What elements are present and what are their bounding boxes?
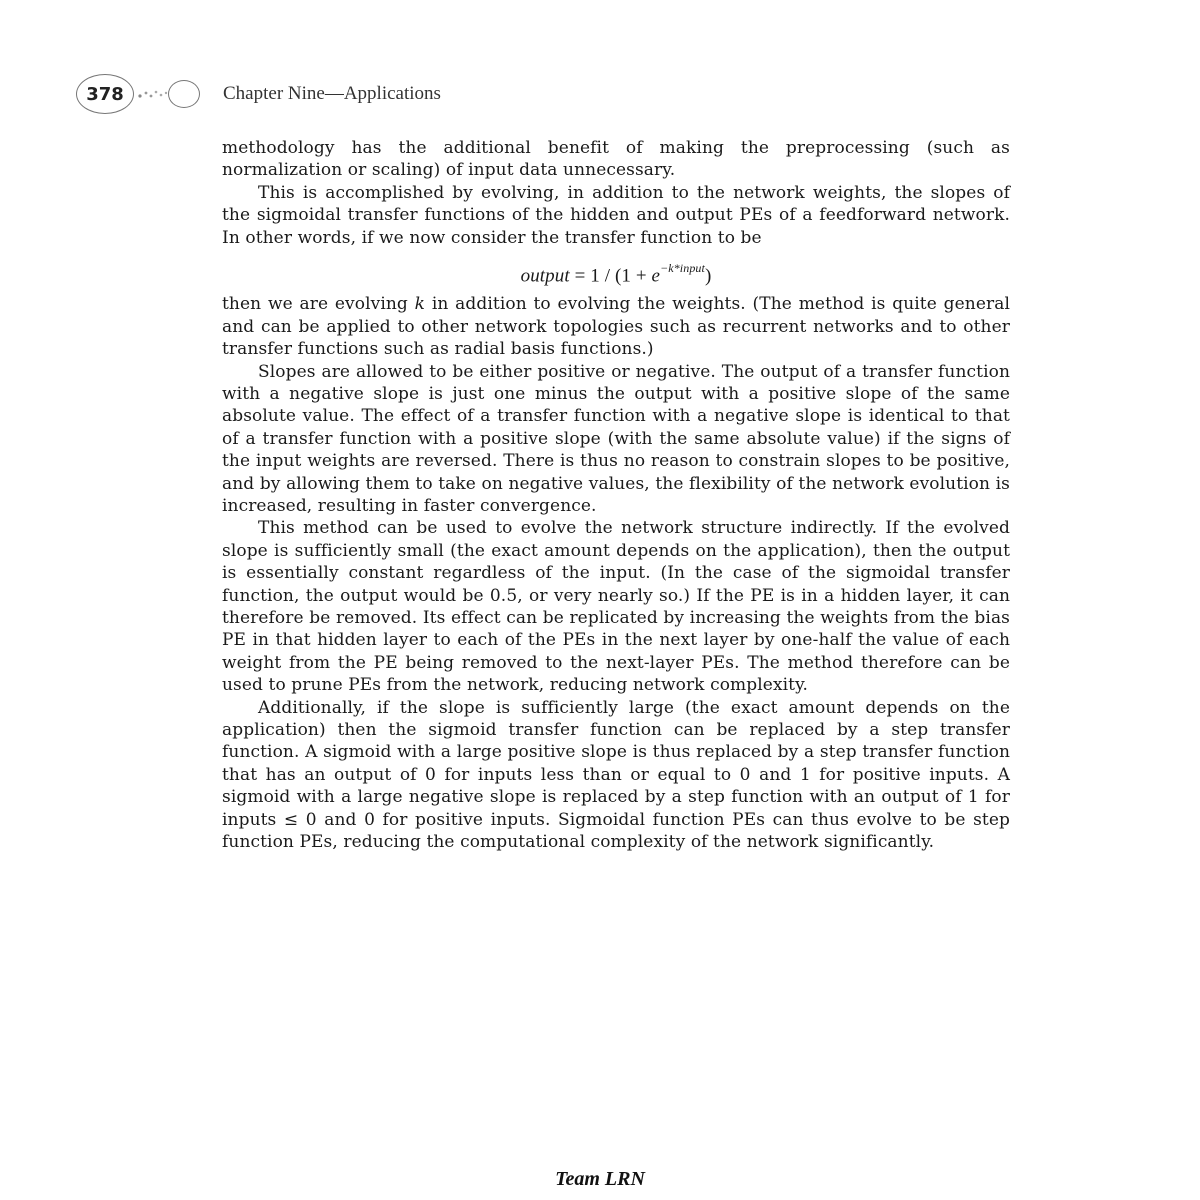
equation-middle: = 1 / (1 +	[569, 265, 652, 287]
paragraph-2: This is accomplished by evolving, in addition to the network weights, the slopes of the sigmoidal transfer functions of the hidden and output PEs of a feedforward network. In other words, if we now consider the transfer function to be	[222, 182, 1010, 248]
paragraph-3-start: then we are evolving	[222, 294, 415, 315]
equation-lhs: output	[520, 265, 570, 287]
page-body	[222, 137, 1010, 854]
footer-watermark: Team LRN	[555, 1168, 645, 1190]
paragraph-3	[222, 293, 1010, 360]
paragraph-6: Additionally, if the slope is sufficiently large (the exact amount depends on the application) then the sigmoid transfer function can be replaced by a step transfer function. A sigmoid with a large positive slope is thus replaced by a step transfer function that has an output of 0 for inputs less than or equal to 0 and 1 for positive inputs. A sigmoid with a large negative slope is replaced by a step function with an output of 1 for inputs ≤ 0 and 0 for positive inputs. Sigmoidal function PEs can thus evolve to be step function PEs, reducing the computational complexity of the network significantly.	[222, 697, 1010, 853]
chapter-title: Chapter Nine—Applications	[223, 83, 441, 104]
variable-k: k	[414, 294, 426, 315]
equation-exponent: −k*input	[660, 261, 705, 276]
paragraph-4: Slopes are allowed to be either positive or negative. The output of a transfer function with a negative slope is just one minus the output with a positive slope of the same absolute value. The effect of a transfer function with a negative slope is identical to that of a transfer function with a positive slope (with the same absolute value) if the signs of the input weights are reversed. There is thus no reason to constrain slopes to be positive, and by allowing them to take on negative values, the flexibility of the network evolution is increased, resulting in faster convergence.	[222, 361, 1010, 517]
paragraph-3-rest: in addition to evolving the weights. (The method is quite general and can be applied to other network topologies such as recurrent networks and to other transfer functions such as radial basis functions.)	[222, 294, 1011, 360]
dotted-connector-icon	[136, 86, 170, 102]
paragraph-1: methodology has the additional benefit of making the preprocessing (such as normalization or scaling) of input data unnecessary.	[222, 138, 1010, 181]
page-number: 378	[76, 74, 134, 114]
page-header	[76, 74, 776, 116]
equation-close: )	[704, 265, 712, 287]
paragraph-5: This method can be used to evolve the network structure indirectly. If the evolved slope is sufficiently small (the exact amount depends on the application), then the output is essentially constant regardless of the input. (In the case of the sigmoidal transfer function, the output would be 0.5, or very nearly so.) If the PE is in a hidden layer, it can therefore be removed. Its effect can be replicated by increasing the weights from the bias PE in that hidden layer to each of the PEs in the next layer by one-half the value of each weight from the PE being removed to the next-layer PEs. The method therefore can be used to prune PEs from the network, reducing network complexity.	[222, 518, 1010, 696]
header-ring-icon	[168, 80, 200, 108]
equation-base: e	[651, 265, 661, 287]
transfer-function-equation	[222, 257, 1010, 289]
